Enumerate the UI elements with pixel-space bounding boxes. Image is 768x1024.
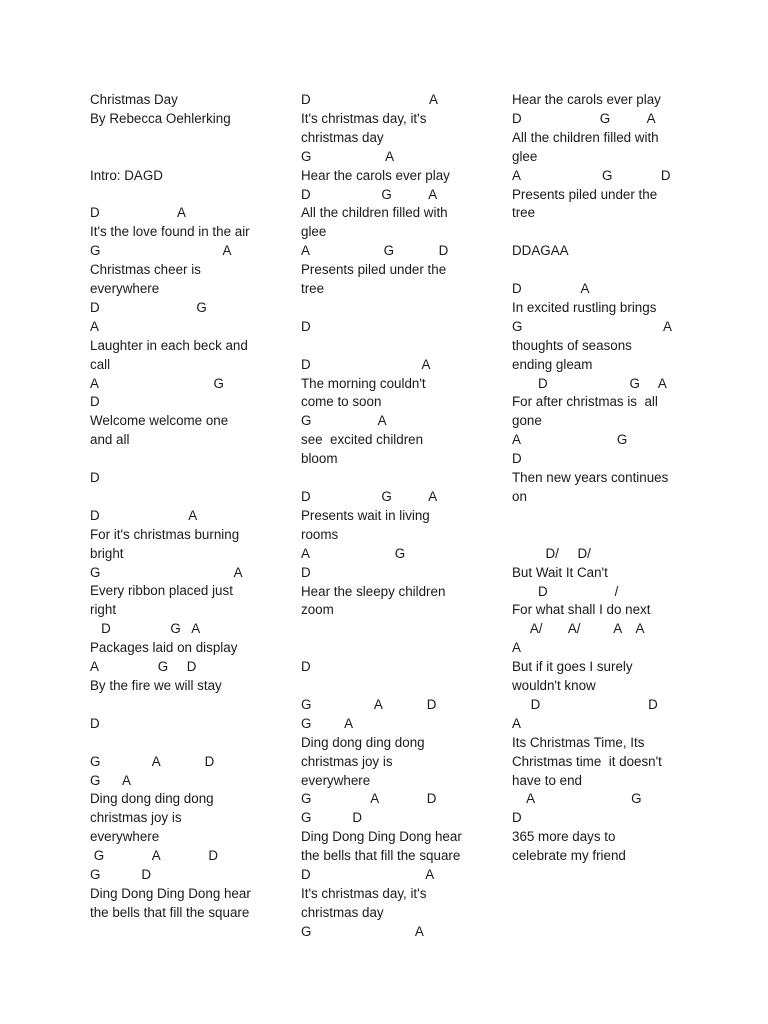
lyric-line: Presents piled under the: [301, 262, 447, 278]
lyric-line: celebrate my friend: [512, 848, 626, 864]
lyric-line: G A: [301, 715, 354, 731]
lyric-line: christmas joy is: [301, 753, 393, 769]
lyric-line: [301, 677, 473, 696]
lyric-line: G A: [301, 148, 395, 164]
lyric-line: A/ A/ A A: [512, 621, 645, 637]
lyric-line: [90, 734, 262, 753]
lyric-line: Hear the carols ever play: [512, 92, 661, 107]
lyric-line: All the children filled with: [512, 129, 659, 145]
lyric-line: christmas joy is: [90, 810, 182, 826]
lyric-line: Every ribbon placed just: [90, 583, 233, 599]
lyric-line: Packages laid on display: [90, 640, 238, 656]
lyric-line: gone: [512, 413, 542, 429]
lyric-line: Welcome welcome one: [90, 413, 229, 429]
lyric-line: [512, 261, 684, 280]
lyric-line: [90, 696, 262, 715]
lyric-line: [90, 148, 262, 167]
lyric-line: A G: [512, 432, 628, 448]
lyric-line: G A: [301, 923, 424, 939]
lyric-line: G A D: [301, 791, 437, 807]
lyric-line: zoom: [301, 602, 334, 618]
lyric-line: A G D: [90, 659, 197, 675]
lyric-line: G A: [90, 772, 131, 788]
lyric-line: Ding dong ding dong: [90, 791, 214, 807]
lyric-line: D /: [512, 583, 619, 599]
lyric-line: D/ D/: [512, 545, 591, 561]
lyric-line: For what shall I do next: [512, 602, 651, 618]
lyric-line: have to end: [512, 772, 582, 788]
lyric-line: D: [90, 715, 100, 731]
lyric-line: G D: [301, 810, 363, 826]
lyric-line: A G D: [512, 167, 671, 183]
lyric-line: D: [301, 318, 311, 334]
lyric-line: [301, 469, 473, 488]
lyric-line: G D: [90, 867, 152, 883]
lyric-line: D: [301, 564, 311, 580]
lyric-line: A: [512, 715, 521, 731]
lyric-line: [90, 450, 262, 469]
lyric-line: Intro: DAGD: [90, 167, 163, 183]
lyric-line: Presents wait in living: [301, 507, 430, 523]
lyric-line: the bells that fill the square: [90, 904, 250, 920]
lyric-line: G A: [301, 413, 387, 429]
lyric-line: glee: [512, 148, 538, 164]
lyric-line: bright: [90, 545, 124, 561]
lyric-line: For after christmas is all: [512, 394, 658, 410]
lyric-line: [90, 488, 262, 507]
lyric-line: glee: [301, 224, 327, 240]
lyric-line: Ding Dong Ding Dong hear: [90, 885, 251, 901]
lyric-line: All the children filled with: [301, 205, 448, 221]
lyric-line: D G A: [301, 186, 438, 202]
lyrics-column-1: [90, 91, 262, 923]
lyric-line: Its Christmas Time, Its: [512, 734, 645, 750]
lyric-line: call: [90, 356, 111, 372]
lyric-line: Hear the carols ever play: [301, 167, 450, 183]
lyric-line: G A D: [90, 753, 215, 769]
lyric-line: G A: [90, 564, 243, 580]
lyric-line: D G A: [301, 488, 438, 504]
lyric-line: [301, 337, 473, 356]
lyric-line: and all: [90, 432, 130, 448]
lyric-line: By Rebecca Oehlerking: [90, 110, 231, 126]
lyric-line: the bells that fill the square: [301, 848, 461, 864]
lyric-line: [301, 620, 473, 639]
lyric-line: D: [90, 470, 100, 486]
lyric-line: D G: [90, 299, 207, 315]
lyric-line: It's christmas day, it's: [301, 885, 427, 901]
lyrics-column-3: [512, 91, 684, 866]
lyric-line: D A: [301, 92, 438, 107]
lyric-line: D D: [512, 696, 658, 712]
lyric-line: D: [301, 659, 311, 675]
lyric-line: Christmas Day: [90, 92, 178, 107]
lyric-line: Christmas cheer is: [90, 262, 201, 278]
lyric-line: rooms: [301, 526, 339, 542]
lyric-line: But if it goes I surely: [512, 659, 633, 675]
lyric-line: [512, 223, 684, 242]
lyric-line: [512, 507, 684, 526]
lyric-line: on: [512, 489, 527, 504]
lyric-line: 365 more days to: [512, 829, 616, 845]
lyrics-column-2: [301, 91, 473, 942]
lyric-line: Christmas time it doesn't: [512, 753, 662, 769]
lyric-line: D: [512, 810, 522, 826]
lyric-line: D G A: [512, 375, 667, 391]
lyric-line: D A: [301, 356, 431, 372]
lyric-line: christmas day: [301, 904, 384, 920]
lyric-line: Laughter in each beck and: [90, 337, 248, 353]
lyric-line: Then new years continues: [512, 470, 669, 486]
lyric-line: christmas day: [301, 129, 384, 145]
lyric-line: bloom: [301, 451, 338, 467]
lyric-line: D A: [90, 507, 198, 523]
lyric-line: G A: [90, 243, 232, 259]
lyric-line: thoughts of seasons: [512, 337, 632, 353]
lyric-line: everywhere: [301, 772, 371, 788]
lyric-line: come to soon: [301, 394, 382, 410]
lyric-line: A G: [90, 375, 224, 391]
lyric-line: tree: [301, 281, 325, 297]
lyric-line: D A: [301, 867, 435, 883]
lyric-line: By the fire we will stay: [90, 678, 222, 694]
lyric-line: Ding dong ding dong: [301, 734, 425, 750]
lyric-line: see excited children: [301, 432, 424, 448]
lyric-line: D: [90, 394, 100, 410]
lyric-line: D G A: [90, 621, 201, 637]
lyric-line: [90, 129, 262, 148]
lyric-line: G A D: [90, 848, 218, 864]
lyric-line: Ding Dong Ding Dong hear: [301, 829, 462, 845]
lyric-line: [512, 526, 684, 545]
lyric-line: D G A: [512, 110, 656, 126]
lyric-line: DDAGAA: [512, 243, 569, 259]
lyric-line: A G D: [301, 243, 449, 259]
lyric-line: everywhere: [90, 829, 160, 845]
lyric-line: ending gleam: [512, 356, 593, 372]
lyric-line: right: [90, 602, 117, 618]
lyric-line: wouldn't know: [512, 678, 596, 694]
lyric-line: It's the love found in the air: [90, 224, 250, 240]
lyric-line: D A: [90, 205, 186, 221]
lyric-line: In excited rustling brings: [512, 299, 657, 315]
lyric-line: The morning couldn't: [301, 375, 426, 391]
lyric-line: Presents piled under the: [512, 186, 658, 202]
lyric-line: A: [512, 640, 521, 656]
lyric-line: everywhere: [90, 281, 160, 297]
lyric-line: D: [512, 451, 522, 467]
lyric-line: Hear the sleepy children: [301, 583, 446, 599]
lyric-line: A G: [512, 791, 642, 807]
lyric-line: [301, 299, 473, 318]
lyric-line: tree: [512, 205, 536, 221]
lyric-line: A G: [301, 545, 406, 561]
lyric-line: G A: [512, 318, 672, 334]
lyric-line: [90, 186, 262, 205]
lyric-line: But Wait It Can't: [512, 564, 608, 580]
lyric-line: [301, 639, 473, 658]
lyric-line: For it's christmas burning: [90, 526, 240, 542]
lyric-line: D A: [512, 281, 590, 297]
lyric-line: G A D: [301, 696, 437, 712]
lyric-line: It's christmas day, it's: [301, 110, 427, 126]
lyric-line: A: [90, 318, 99, 334]
